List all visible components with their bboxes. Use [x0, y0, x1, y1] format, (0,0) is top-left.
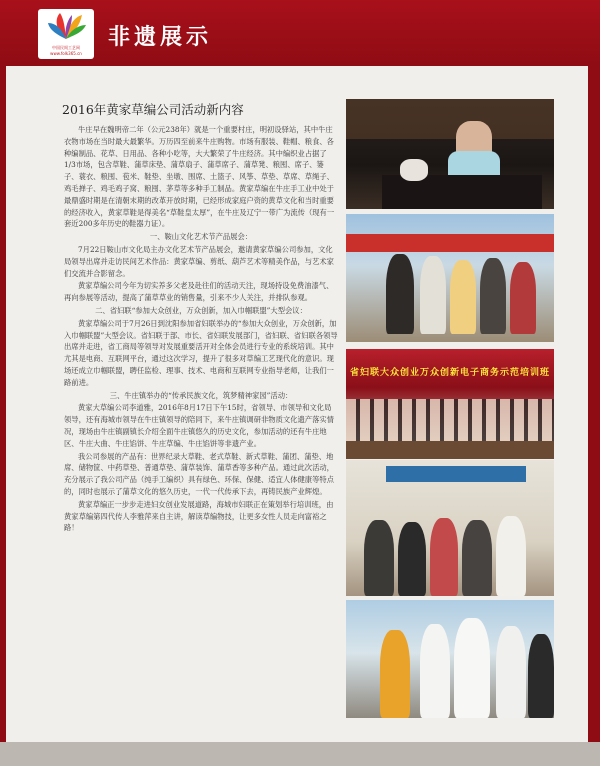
logo-url: www.folk365.cn	[50, 51, 82, 56]
subheading-3: 三、牛庄镇举办的“传承民族文化，筑梦精神家园”活动：	[109, 390, 293, 400]
paragraph: 黄家草编公司于7月26日到沈阳参加省妇联举办的“参加大众创业，万众创新，加入巾帼联盟”大型会议。省妇联于部、市长、省妇联发展部门，省妇联、省妇联各领导出席并走进，省工商局等领导对发展重要活开对全体会员进行专业的系统培训。其中尤其是电商、互联网平台，通过这次学习，提升了很多对草编工艺现代化的意识。现场还成立巾帼联盟，聘任监检、理事、技术、电商和互联网专业指导老师，让我们一路前进。	[64, 318, 338, 387]
subheading-2: 二、省妇联“参加大众创业，万众创新，加入巾帼联盟”大型会议：	[95, 305, 307, 315]
bottom-border-bar	[0, 742, 600, 766]
article-title: 2016年黄家草编公司活动新内容	[62, 102, 244, 117]
page-header	[0, 0, 600, 66]
banner-text: 省妇联大众创业万众创新电子商务示范培训班	[349, 368, 550, 378]
paragraph: 7月22日鞍山市文化局主办文化艺术节产品展会，邀请黄家草编公司参加，文化局领导出席并走访民间艺术作品：黄家草编、剪纸、葫芦艺术等精美作品，与艺术家们交流并合影留念。	[64, 244, 334, 278]
paragraph: 黄家草编公司今年为切实养多父老及赴往们的活动天注，现场持设免费油漆气、再向参展等活动，提高了蒲草草业的销售量，引来不少人关注，并排队参观。	[64, 281, 334, 303]
paragraph-intro: 牛庄早在魏明帝二年（公元238年）就是一个重要村庄，明初设驿站，其中牛庄衣物市场在当时最大最繁华。万历四至前来牛庄购物。市场有服装、鞋帽、粮食、各种编制品、花草、日用品、各种小吃等，大大繁荣了牛庄经济。其中编织业占据了1/3市场，包含草鞋、蒲草床垫、蒲草扇子、蒲草席子、蒲草凳、粮囤、席子、篓子、蓑衣、粮囤、苞米、鞋垫、坐墩、围席、土篮子、风筝、草垫、草席、草绳子、鸡毛掸子、鸡毛鸡子窝、粮囤、茅草等多种手工制品。黄家草编在牛庄手工业中处于最鼎盛时期是在清朝末期的改革开放时期，已经形成家庭户资的黄草文化和当时重要的经济收入，黄家草鞋是得美名“草鞋皇太厚”，在牛庄及辽宁一带广为流传（现有一套近200多年历史的鞋器力证）。	[64, 125, 335, 229]
article-body	[64, 124, 338, 535]
left-border-bar	[0, 66, 6, 766]
section-title: 非遗展示	[108, 24, 213, 50]
paragraph: 黄家草编正一步步走进妇女创业发展道路，海城市妇联正在策划举行培训班，由黄家草编第四代传人李雅萍来自主讲，解读草编物技，让更多女性人员走向富裕之路！	[64, 499, 334, 533]
exhibition-booth-photo	[346, 460, 554, 596]
officials-visit-photo	[346, 600, 554, 718]
logo-text: 中国民间工艺网	[52, 45, 80, 50]
conference-photo	[346, 349, 554, 459]
award-ceremony-photo	[346, 214, 554, 342]
subheading-1: 一、鞍山文化艺术节产品展会：	[149, 232, 253, 242]
speaker-photo	[346, 99, 554, 209]
right-border-bar	[588, 66, 600, 766]
paragraph: 黄家大草编公司李道雅，2016年8月17日下午15时，省领导、市领导和文化局领导，还有海城市领导在牛庄镇领导的陪同下，来牛庄镇调研非物质文化遗产落实情况，现场由牛庄镇副镇长介绍全面牛庄镇悠久的历史文化，参加活动的还有牛庄地区、牛庄大曲、牛庄馅饼、牛庄草编、牛庄馅饼等非遗产业。	[64, 403, 334, 448]
paragraph: 我公司参展的产品有：世界纪录大草鞋、老式草鞋、新式草鞋、蒲团、蒲垫、地席、储物筐、中药草垫、普通草垫、蒲草装饰、蒲草香等多种产品。通过此次活动，充分展示了我公司产品（纯手工编织）具有绿色、环保、保健、适宜人体健康等特点的，同时也展示了蒲草文化的悠久历史，一代一代传承下去，再铸民族产业辉煌。	[64, 451, 334, 496]
folk-art-logo	[38, 9, 94, 59]
